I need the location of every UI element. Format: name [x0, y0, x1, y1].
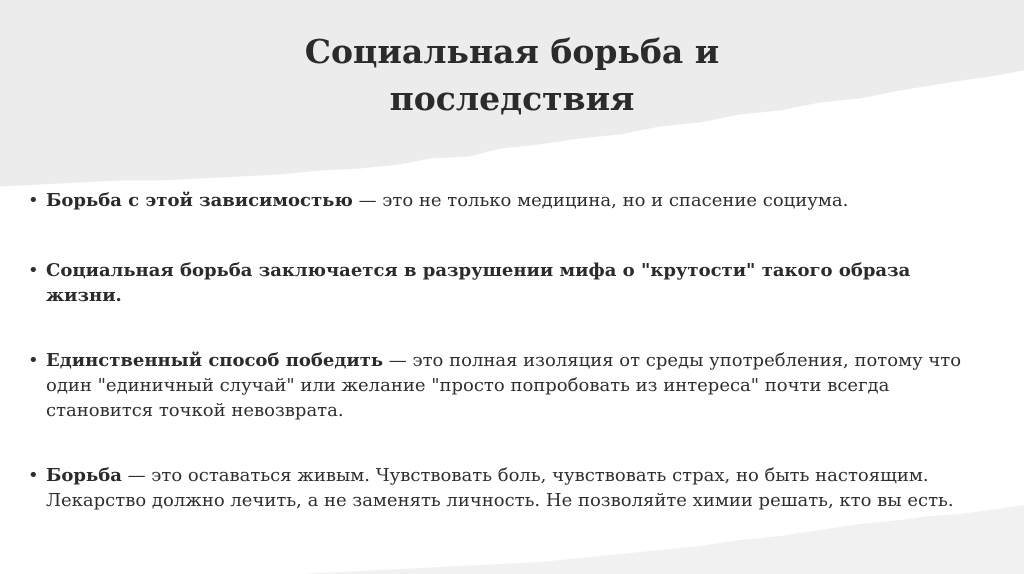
bullet-regular-text: — это оставаться живым. Чувствовать боль, чувствовать страх, но быть настоящим. Лекарство должно лечить, а не заменять личность. Не позволяйте химии решать, кто вы есть.	[46, 465, 954, 511]
bullet-bold-text: Борьба	[46, 465, 122, 486]
bullet-text	[46, 463, 976, 513]
bullet-bold-text: Борьба с этой зависимостью	[46, 190, 353, 211]
bullet-dot-icon: •	[28, 465, 39, 486]
bullet-text	[46, 188, 976, 213]
bullet-dot-icon: •	[28, 260, 39, 281]
bullet-text	[46, 348, 976, 423]
bullet-bold-text: Единственный способ победить	[46, 350, 384, 371]
bullet-item	[28, 188, 988, 213]
bullet-text	[46, 258, 976, 308]
bullet-regular-text: — это полная изоляция от среды употребления, потому что один "единичный случай" или желание "просто попробовать из интереса" почти всегда становится точкой невозврата.	[46, 350, 962, 421]
bullet-item	[28, 463, 988, 513]
slide-title	[0, 28, 1024, 122]
bullet-dot-icon: •	[28, 190, 39, 211]
bullet-regular-text: — это не только медицина, но и спасение социума.	[352, 190, 849, 211]
bullet-item	[28, 348, 988, 423]
slide-title-line-1: Социальная борьба и	[304, 32, 720, 71]
bullet-bold-text: Социальная борьба заключается в разрушении мифа о "крутости" такого образа жизни.	[46, 260, 911, 306]
torn-paper-bottom-shape	[300, 505, 1024, 574]
bullet-item	[28, 258, 988, 308]
bullet-dot-icon: •	[28, 350, 39, 371]
slide-title-line-2: последствия	[389, 79, 635, 118]
